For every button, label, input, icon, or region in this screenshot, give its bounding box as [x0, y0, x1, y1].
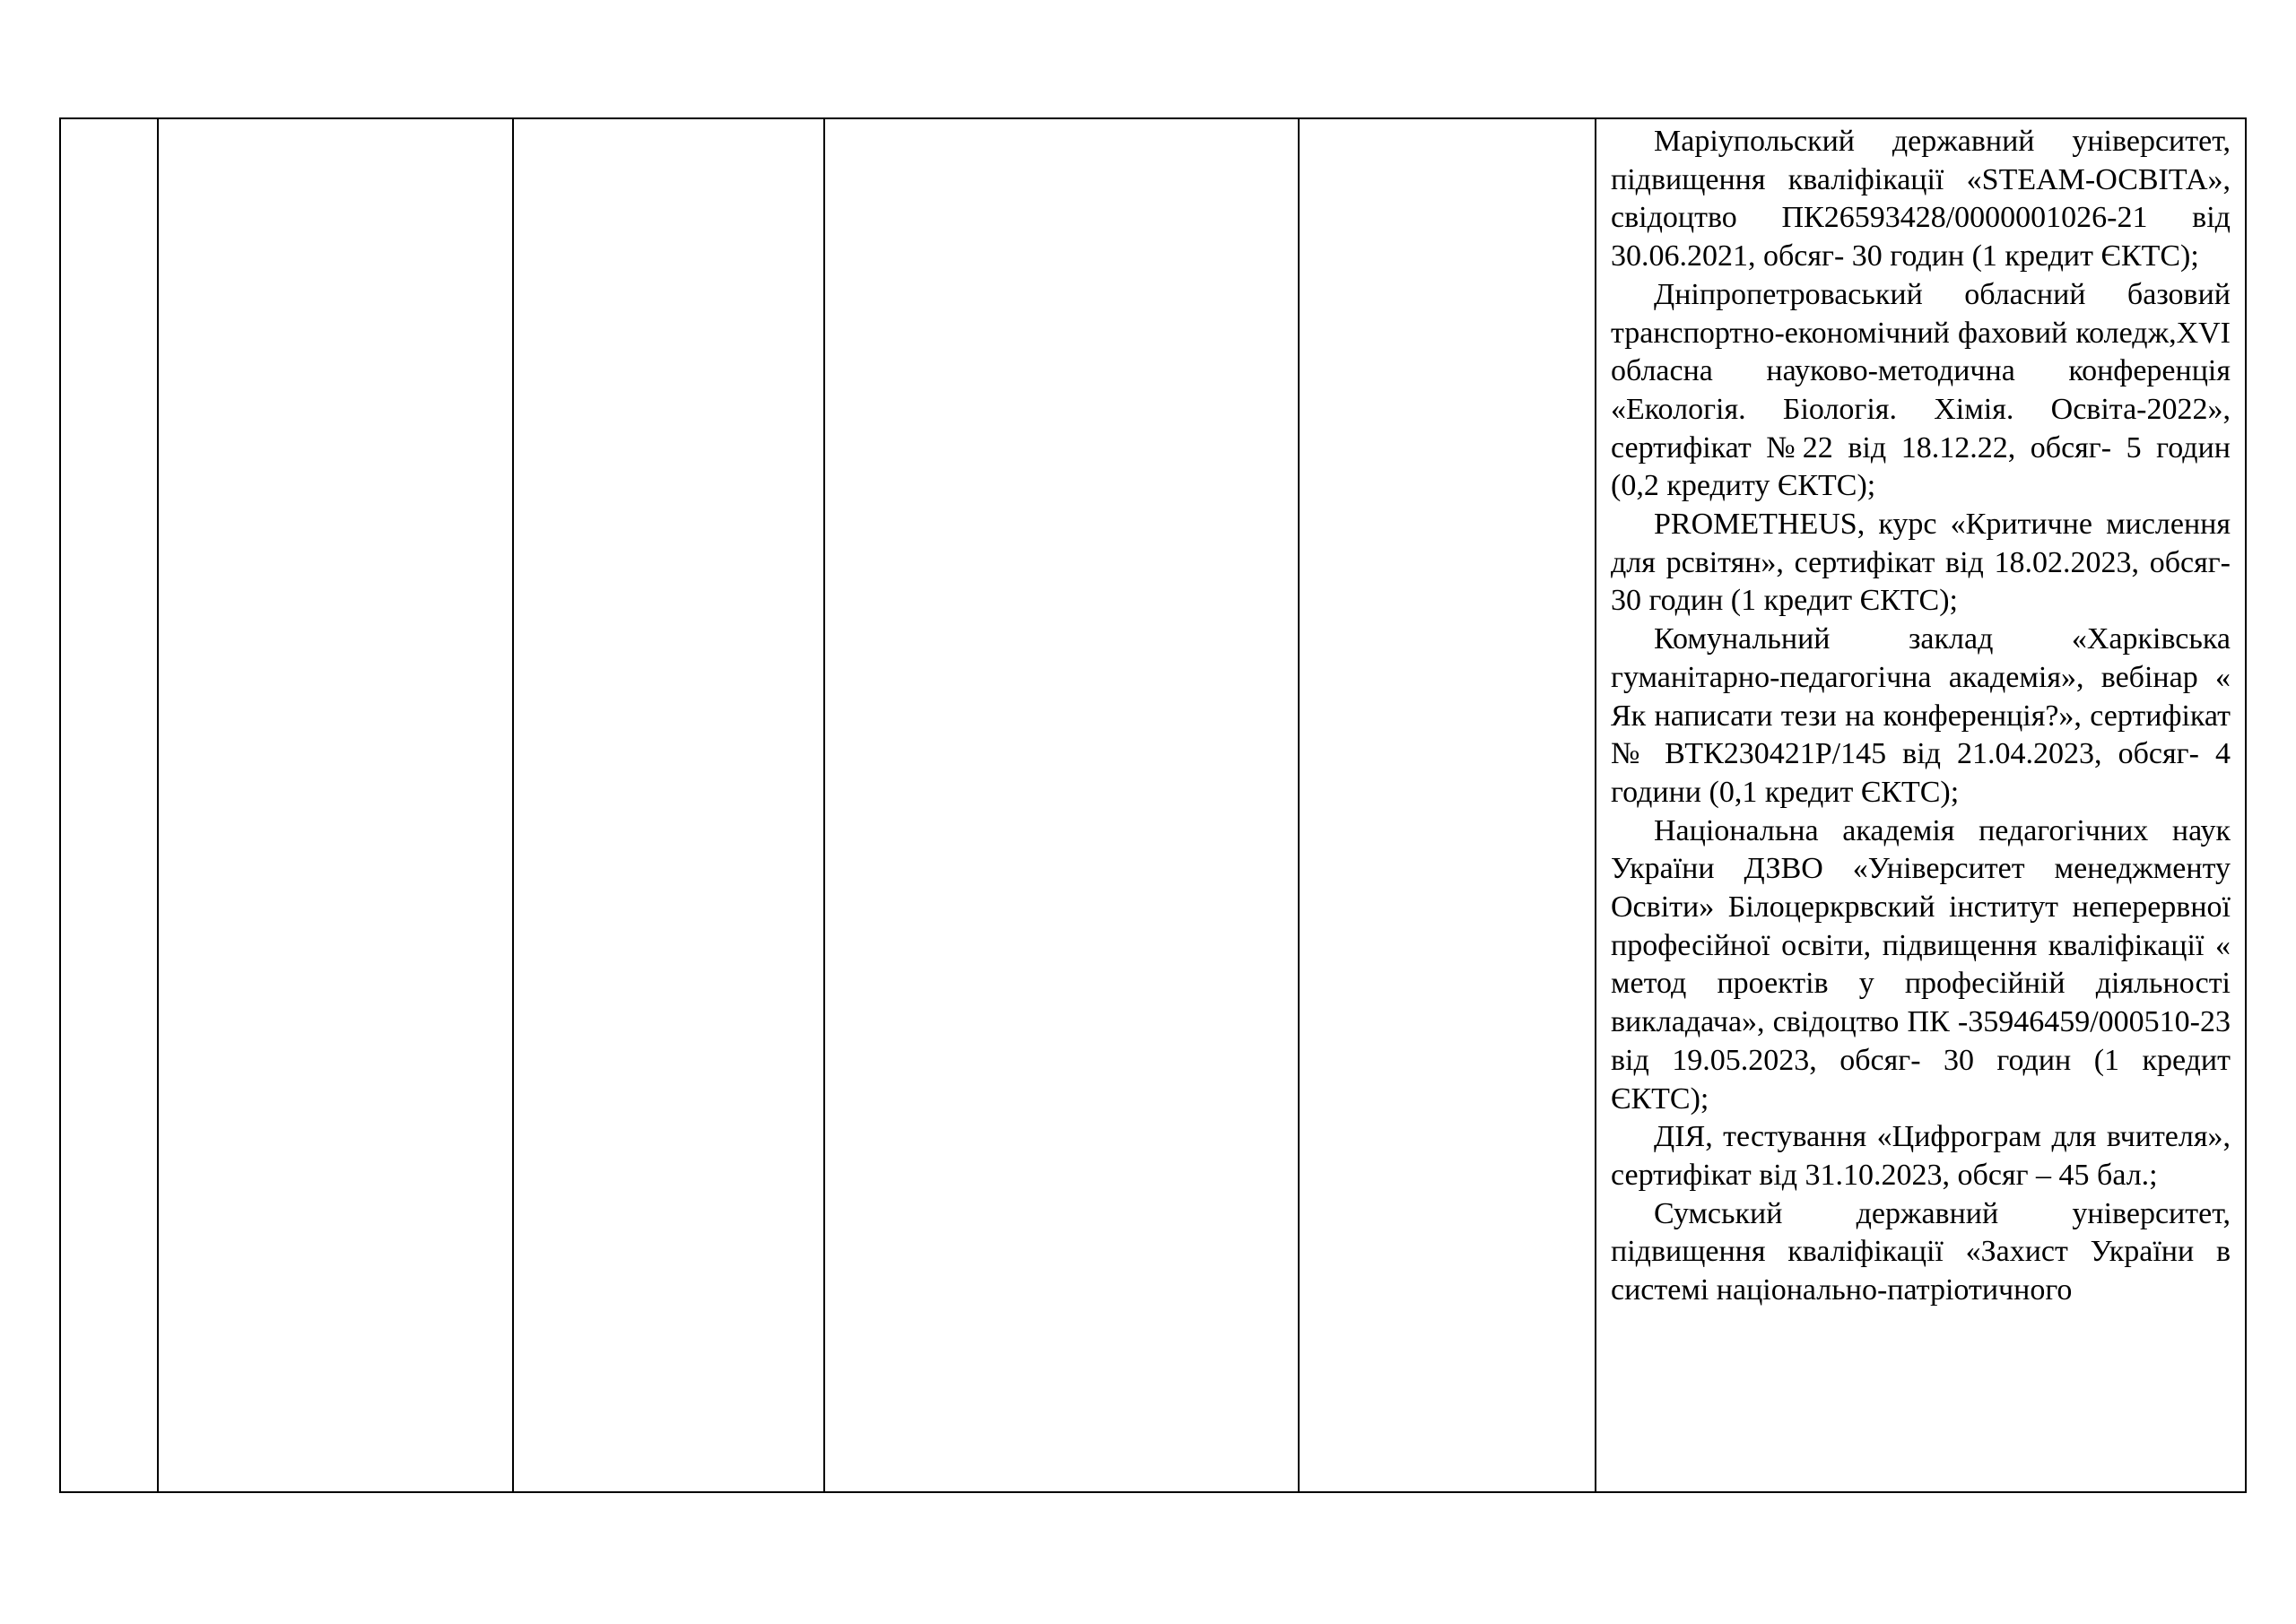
table-cell-col-1 — [60, 118, 158, 1492]
table-cell-col-2 — [158, 118, 513, 1492]
qualification-entry: ДІЯ, тестування «Цифрограм для вчителя», сертифікат від 31.10.2023, обсяг – 45 бал.; — [1611, 1120, 2231, 1192]
document-table — [59, 117, 2247, 1493]
table-row — [60, 118, 2246, 1492]
qualification-entry: Комунальний заклад «Харківська гуманітарно-педагогічна академія», вебінар « Як написати тези на конференція?», сертифікат № ВТК230421Р/145 від 21.04.2023, обсяг- 4 години (0,1 кредит ЄКТС); — [1611, 622, 2231, 809]
table-cell-col-3 — [513, 118, 824, 1492]
qualification-entry: PROMETHEUS, курс «Критичне мислення для рсвітян», сертифікат від 18.02.2023, обсяг- 30 годин (1 кредит ЄКТС); — [1611, 508, 2231, 618]
qualification-entry: Сумський державний університет, підвищення кваліфікації «Захист України в системі національно-патріотичного — [1611, 1196, 2231, 1307]
qualification-entry: Дніпропетроваський обласний базовий транспортно-економічний фаховий коледж,XVI обласна науково-методична конференція «Екологія. Біологія. Хімія. Освіта-2022», сертифікат №22 від 18.12.22, обсяг- 5 годин (0,2 кредиту ЄКТС); — [1611, 277, 2231, 503]
table-cell-col-4 — [824, 118, 1299, 1492]
qualifications-text — [1596, 119, 2245, 1310]
qualification-entry: Національна академія педагогічних наук України ДЗВО «Університет менеджменту Освіти» Білоцеркрвский інститут неперервної професійної освіти, підвищення кваліфікації « метод проектів у професійній діяльності викладача», свідоцтво ПК -35946459/000510-23 від 19.05.2023, обсяг- 30 годин (1 кредит ЄКТС); — [1611, 813, 2231, 1116]
qualification-entry: Маріупольский державний університет, підвищення кваліфікації «STEAM-ОСВІТА», свідоцтво ПК26593428/0000001026-21 від 30.06.2021, обсяг- 30 годин (1 кредит ЄКТС); — [1611, 125, 2231, 274]
table-cell-col-5 — [1299, 118, 1596, 1492]
table-cell-qualifications — [1596, 118, 2246, 1492]
